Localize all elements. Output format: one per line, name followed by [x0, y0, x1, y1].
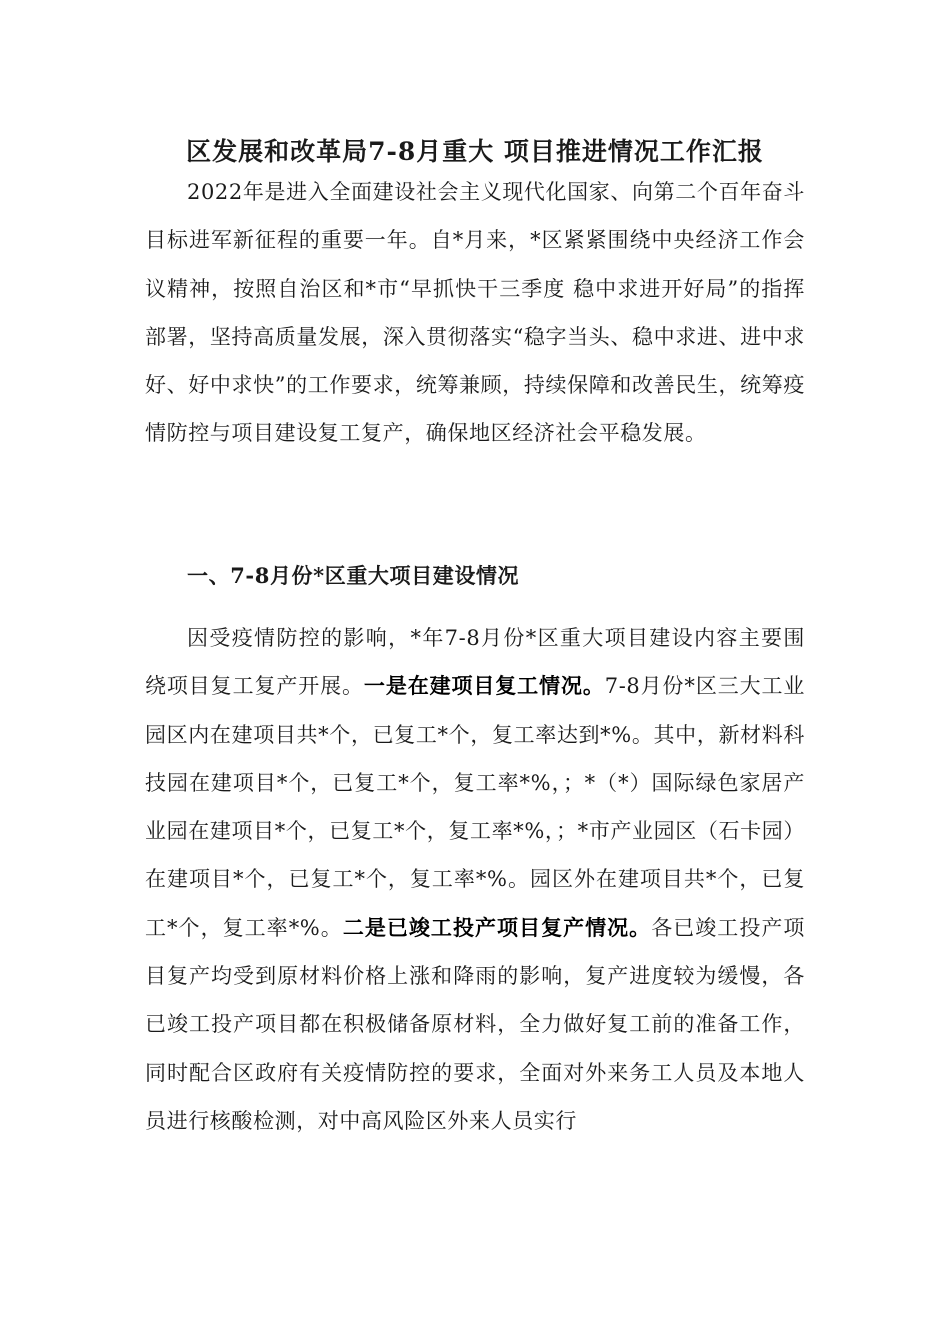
intro-paragraph: 2022年是进入全面建设社会主义现代化国家、向第二个百年奋斗目标进军新征程的重要一年。自*月来，*区紧紧围绕中央经济工作会议精神，按照自治区和*市“早抓快干三季度 稳中求进开好局”的指挥部署，坚持高质量发展，深入贯彻落实“稳字当头、稳中求进、进中求好、好中求快”的工作要求，统筹兼顾，持续保障和改善民生，统筹疫情防控与项目建设复工复产，确保地区经济社会平稳发展。 [145, 180, 805, 446]
paragraph-text: 各已竣工投产项目复产均受到原材料价格上涨和降雨的影响，复产进度较为缓慢，各已竣工投产项目都在积极储备原材料，全力做好复工前的准备工作，同时配合区政府有关疫情防控的要求，全面对外来务工人员及本地人员进行核酸检测，对中高风险区外来人员实行 [145, 915, 805, 1133]
paragraph-text: 因受疫情防控的影响，*年7-8月份*区重大项目建设内容主要围绕项目复工复产开展。 [145, 626, 805, 699]
highlight-in-construction-projects: 一是在建项目复工情况。 [363, 673, 605, 699]
section-heading-1: 一、7-8月份*区重大项目建设情况 [187, 563, 520, 588]
section-1-paragraph [145, 614, 805, 1145]
paragraph-text: 7-8月份*区三大工业园区内在建项目共*个，已复工*个，复工率达到*%。其中，新材料科技园在建项目*个，已复工*个，复工率*%，；*（*）国际绿色家居产业园在建项目*个，已复工*个，复工率*%，；*市产业园区（石卡园）在建项目*个，已复工*个，复工率*%。园区外在建项目共*个，已复工*个，复工率*%。 [145, 674, 805, 940]
highlight-completed-projects: 二是已竣工投产项目复产情况。 [342, 914, 652, 940]
document-title: 区发展和改革局7-8月重大 项目推进情况工作汇报 [186, 137, 764, 166]
